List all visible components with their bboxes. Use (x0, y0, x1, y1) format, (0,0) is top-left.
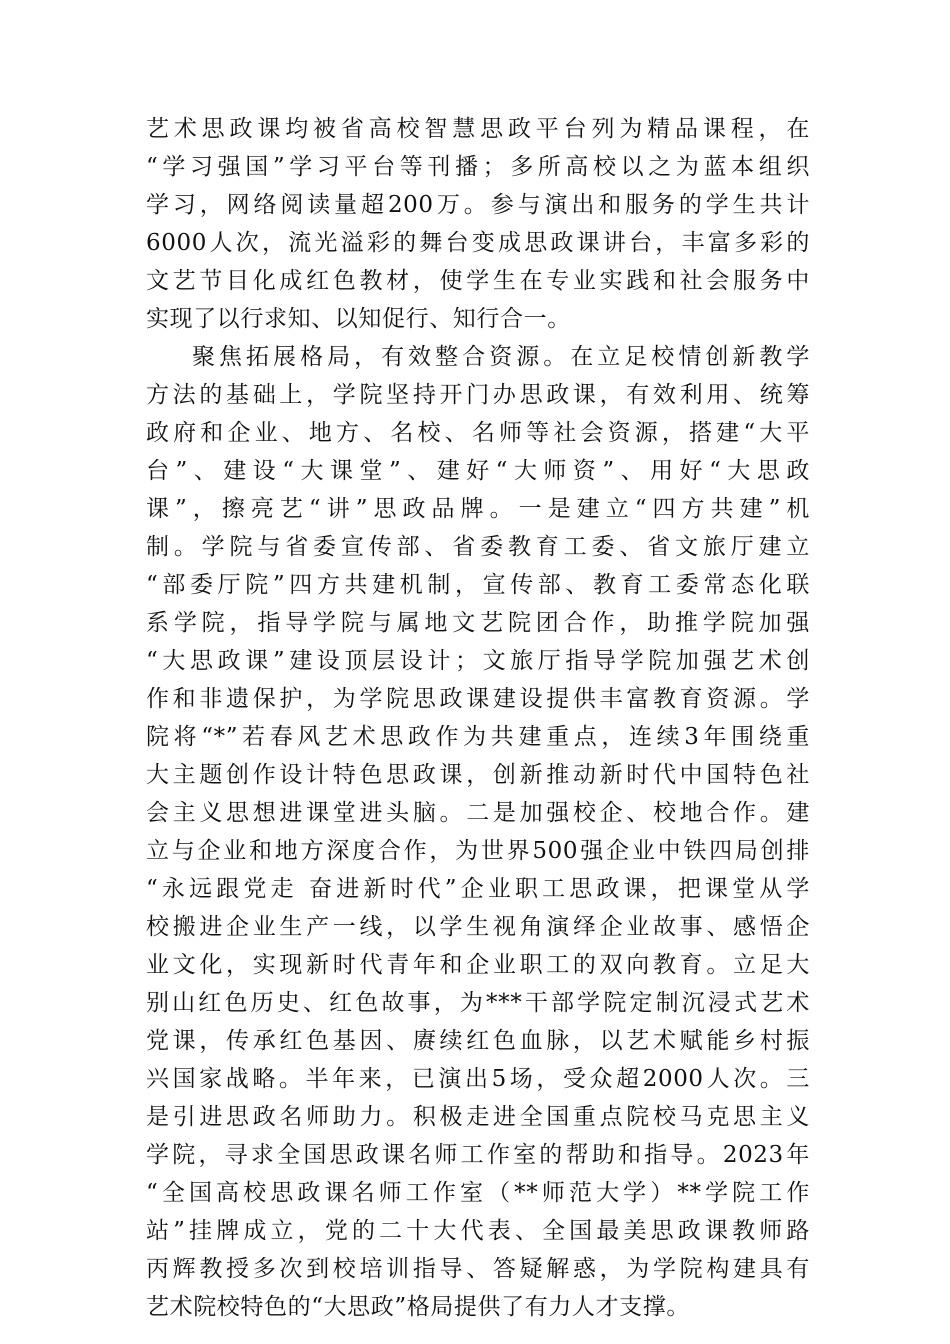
text-line: 方法的基础上，学院坚持开门办思政课，有效利用、统筹 (146, 382, 810, 408)
text-line: “大思政课”建设顶层设计；文旅厅指导学院加强艺术创 (146, 648, 810, 674)
text-line: 别山红色历史、红色故事，为***干部学院定制沉浸式艺术 (146, 990, 810, 1016)
document-page (146, 110, 810, 1326)
text-line: 兴国家战略。半年来，已演出5场，受众超2000人次。三 (146, 1066, 810, 1092)
text-line: 课”，擦亮艺“讲”思政品牌。一是建立“四方共建”机 (146, 496, 810, 522)
text-line: 立与企业和地方深度合作，为世界500强企业中铁四局创排 (146, 838, 810, 864)
text-line: 制。学院与省委宣传部、省委教育工委、省文旅厅建立 (146, 534, 810, 560)
text-line: 学院，寻求全国思政课名师工作室的帮助和指导。2023年 (146, 1142, 810, 1168)
text-line: 会主义思想进课堂进头脑。二是加强校企、校地合作。建 (146, 800, 810, 826)
text-line: 院将“*”若春风艺术思政作为共建重点，连续3年围绕重 (146, 724, 810, 750)
text-line: 党课，传承红色基因、赓续红色血脉，以艺术赋能乡村振 (146, 1028, 810, 1054)
text-line: “部委厅院”四方共建机制，宣传部、教育工委常态化联 (146, 572, 810, 598)
text-line: 丙辉教授多次到校培训指导、答疑解惑，为学院构建具有 (146, 1256, 810, 1282)
text-line: 聚焦拓展格局，有效整合资源。在立足校情创新教学 (192, 344, 810, 370)
text-line: “永远跟党走 奋进新时代”企业职工思政课，把课堂从学 (146, 876, 810, 902)
paragraph-1 (146, 110, 810, 338)
text-line: “全国高校思政课名师工作室（**师范大学）**学院工作 (146, 1180, 810, 1206)
text-line: 系学院，指导学院与属地文艺院团合作，助推学院加强 (146, 610, 810, 636)
paragraph-2 (146, 338, 810, 1326)
text-line: 台”、建设“大课堂”、建好“大师资”、用好“大思政 (146, 458, 810, 484)
text-line: 校搬进企业生产一线，以学生视角演绎企业故事、感悟企 (146, 914, 810, 940)
text-line: 实现了以行求知、以知促行、知行合一。 (146, 306, 571, 332)
text-line: 站”挂牌成立，党的二十大代表、全国最美思政课教师路 (146, 1218, 810, 1244)
text-line: 艺术思政课均被省高校智慧思政平台列为精品课程，在 (146, 116, 810, 142)
text-line: 作和非遗保护，为学院思政课建设提供丰富教育资源。学 (146, 686, 810, 712)
text-line: 业文化，实现新时代青年和企业职工的双向教育。立足大 (146, 952, 810, 978)
text-line: 政府和企业、地方、名校、名师等社会资源，搭建“大平 (146, 420, 810, 446)
text-line: 是引进思政名师助力。积极走进全国重点院校马克思主义 (146, 1104, 810, 1130)
text-line: 6000人次，流光溢彩的舞台变成思政课讲台，丰富多彩的 (146, 230, 810, 256)
text-line: 艺术院校特色的“大思政”格局提供了有力人才支撑。 (146, 1294, 690, 1320)
text-line: “学习强国”学习平台等刊播；多所高校以之为蓝本组织 (146, 154, 810, 180)
text-line: 大主题创作设计特色思政课，创新推动新时代中国特色社 (146, 762, 810, 788)
text-line: 学习，网络阅读量超200万。参与演出和服务的学生共计 (146, 192, 810, 218)
text-line: 文艺节目化成红色教材，使学生在专业实践和社会服务中 (146, 268, 810, 294)
